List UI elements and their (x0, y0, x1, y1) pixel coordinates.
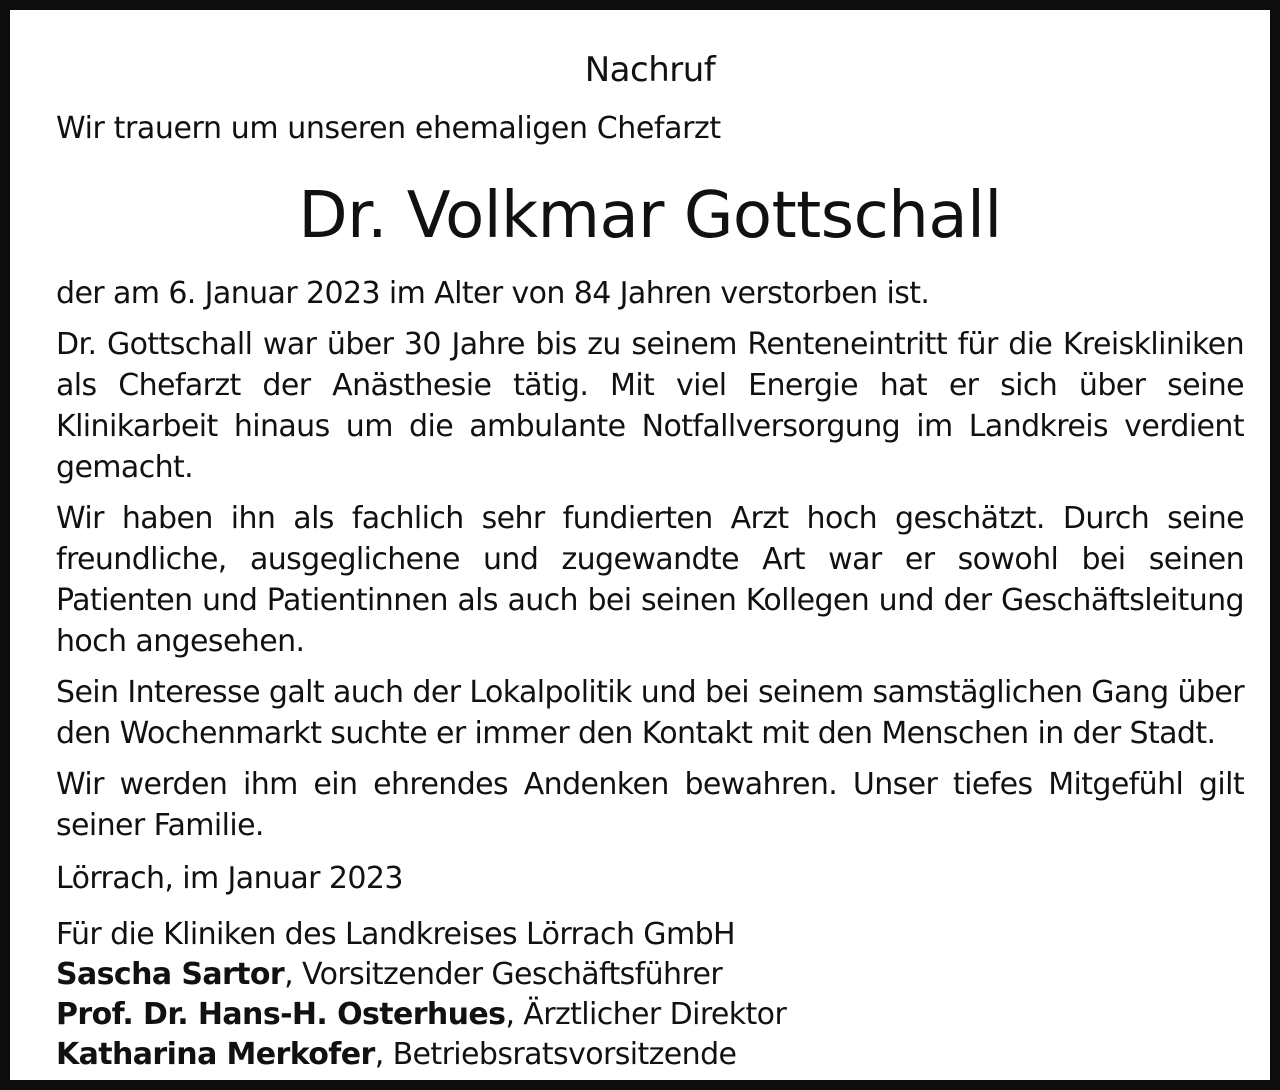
paragraph-death-date: der am 6. Januar 2023 im Alter von 84 Jahren verstorben ist. (56, 276, 930, 311)
signature-block (56, 915, 1244, 1075)
signatory-name: Prof. Dr. Hans-H. Osterhues (56, 997, 506, 1032)
obituary-content (56, 46, 1244, 1075)
deceased-name: Dr. Volkmar Gottschall (298, 179, 1002, 253)
signatory-role: , Vorsitzender Geschäftsführer (284, 957, 723, 992)
organization-line: Für die Kliniken des Landkreises Lörrach GmbH (56, 917, 735, 952)
paragraph-appreciation: Wir haben ihn als fachlich sehr fundierten Arzt hoch geschätzt. Durch seine freundliche, ausgeglichene und zugewandte Art war er sowohl bei seinen Patienten und Patientinnen als auch bei seinen Kollegen und der Geschäftsleitung hoch angesehen. (56, 501, 1244, 659)
notice-heading: Nachruf (584, 50, 716, 90)
signatory-name: Sascha Sartor (56, 957, 285, 992)
paragraph-career: Dr. Gottschall war über 30 Jahre bis zu seinem Renteneintritt für die Kreiskliniken als Chefarzt der Anästhesie tätig. Mit viel Energie hat er sich über seine Klinikarbeit hinaus um die ambulante Notfallversorgung im Landkreis verdient gemacht. (56, 327, 1244, 485)
signatory (56, 1035, 1244, 1075)
paragraph-condolence: Wir werden ihm ein ehrendes Andenken bewahren. Unser tiefes Mitgefühl gilt seiner Familie. (56, 767, 1244, 843)
intro-line: Wir trauern um unseren ehemaligen Chefarzt (56, 111, 721, 146)
signatory (56, 955, 1244, 995)
signatory-role: , Betriebsratsvorsitzende (374, 1037, 737, 1072)
signatory-name: Katharina Merkofer (56, 1037, 375, 1072)
paragraph-interests: Sein Interesse galt auch der Lokalpolitik und bei seinem samstäglichen Gang über den Wochenmarkt suchte er immer den Kontakt mit den Menschen in der Stadt. (56, 675, 1244, 751)
place-and-date: Lörrach, im Januar 2023 (56, 861, 403, 896)
signatory (56, 995, 1244, 1035)
signatory-role: , Ärztlicher Direktor (505, 997, 787, 1032)
